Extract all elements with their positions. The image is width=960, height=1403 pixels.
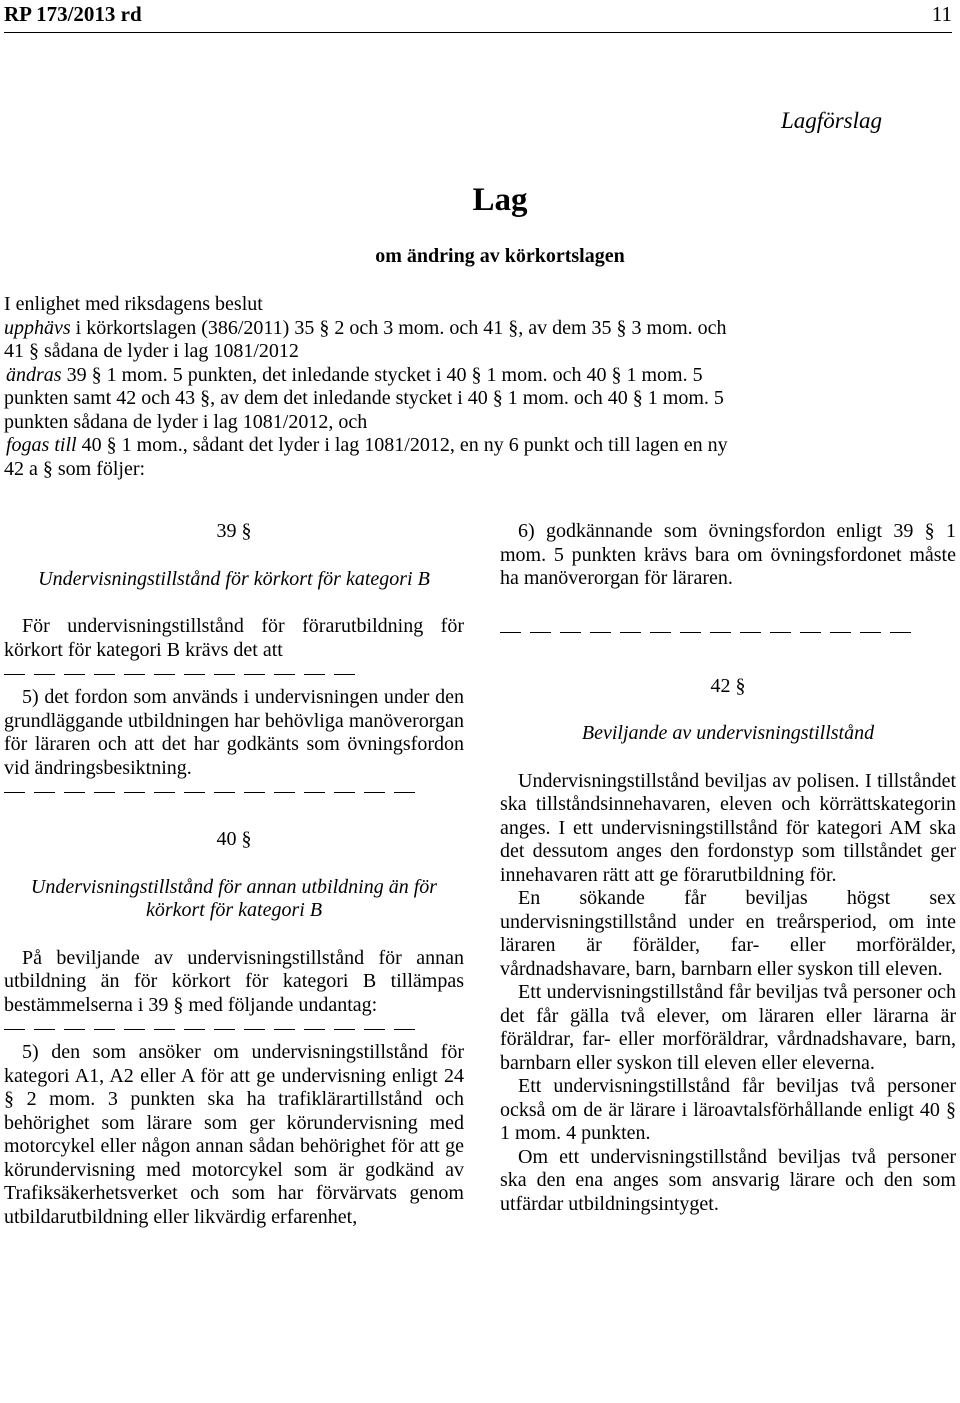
paragraph: Ett undervisningstillstånd får beviljas två personer också om de är lärare i läroavtalsförhållande enligt 40 § 1 mom. 4 punkten. [500,1075,956,1144]
right-column [500,520,956,1216]
section-number: 40 § [216,828,252,850]
intro-line: 41 § sådana de lyder i lag 1081/2012 [4,340,299,362]
section-heading: Undervisningstillstånd för annan utbildning än för körkort för kategori B [30,875,438,921]
paragraph: Om ett undervisningstillstånd beviljas två personer ska den ena anges som ansvarig lärare och den som utfärdar utbildningsintyget. [500,1145,956,1215]
law-title: Lag [472,182,528,218]
left-column [4,520,464,1229]
intro-text: i körkortslagen (386/2011) 35 § 2 och 3 mom. och 41 §, av dem 35 § 3 mom. och [70,316,727,339]
intro-line: I enlighet med riksdagens beslut [4,293,263,315]
intro-verb: ändras [6,363,62,386]
paragraph: Undervisningstillstånd beviljas av polisen. I tillståndet ska tillståndsinnehavaren, eleven och körrättskategorin anges. I ett undervisningstillstånd för kategori AM ska det dessutom anges den fordonstyp som tillståndet ger innehavaren rätt att ge förarutbildning för. [500,769,956,886]
intro-line [4,317,954,341]
paragraph: 5) det fordon som används i undervisningen under den grundläggande utbildningen har behövliga manöverorgan för läraren och att det har godkänts som övningsfordon vid ändringsbesiktning. [4,686,464,779]
intro-line: 42 a § som följer: [4,457,146,480]
intro-line: punkten samt 42 och 43 §, av dem det inledande stycket i 40 § 1 mom. och 40 § 1 mom. 5 [4,387,724,409]
paragraph: En sökande får beviljas högst sex undervisningstillstånd under en treårsperiod, om inte läraren är förälder, far- eller morförälder, vårdnadshavare, barn, barnbarn eller syskon till eleven. [500,887,956,980]
intro-text: 39 § 1 mom. 5 punkten, det inledande stycket i 40 § 1 mom. och 40 § 1 mom. 5 [61,363,703,386]
paragraph: 6) godkännande som övningsfordon enligt 39 § 1 mom. 5 punkten krävs bara om övningsfordonet måste ha manöverorgan för läraren. [500,520,956,589]
law-subtitle: om ändring av körkortslagen [375,245,625,267]
page-number: 11 [931,2,952,26]
intro-verb: fogas till [6,434,77,456]
omission-dashes [4,662,464,686]
header-rule [4,32,952,33]
paragraph: 5) den som ansöker om undervisningstillstånd för kategori A1, A2 eller A för att ge undervisning enligt 24 § 2 mom. 3 punkten ska ha trafiklärartillstånd och behörighet som lärare som ger körundervisning med motorcykel eller någon annan sådan behörighet för att ge körundervisning med motorcykel som är godkänd av Trafiksäkerhetsverket och som har förvärvats genom utbildarutbildning eller likvärdig erfarenhet, [4,1041,464,1228]
intro-line [4,364,954,388]
intro-text: 40 § 1 mom., sådant det lyder i lag 1081/2012, en ny 6 punkt och till lagen en ny [76,434,728,456]
paragraph: På beviljande av undervisningstillstånd för annan utbildning än för körkort för kategori B tillämpas bestämmelserna i 39 § med följande undantag: [4,946,464,1016]
section-heading: Undervisningstillstånd för körkort för kategori B [38,567,430,590]
intro-line [4,434,954,458]
paragraph: För undervisningstillstånd för förarutbildning för körkort för kategori B krävs det att [4,615,464,661]
intro-line: punkten sådana de lyder i lag 1081/2012, och [4,410,368,433]
enactment-clause [4,293,954,481]
omission-dashes [4,1017,464,1041]
page-header [4,2,952,30]
document-reference: RP 173/2013 rd [4,2,142,26]
document-kind: Lagförslag [781,108,882,133]
omission-dashes [4,780,464,804]
paragraph: Ett undervisningstillstånd får beviljas två personer och det får gälla två elever, om läraren eller lärarna är föräldrar, far- eller morföräldrar, vårdnadshavare, barn, barnbarn eller syskon till eleven eller eleverna. [500,981,956,1074]
intro-verb: upphävs [4,316,71,339]
section-number: 39 § [216,520,252,542]
section-number: 42 § [710,674,746,697]
section-heading: Beviljande av undervisningstillstånd [581,722,875,744]
omission-dashes [500,621,956,645]
